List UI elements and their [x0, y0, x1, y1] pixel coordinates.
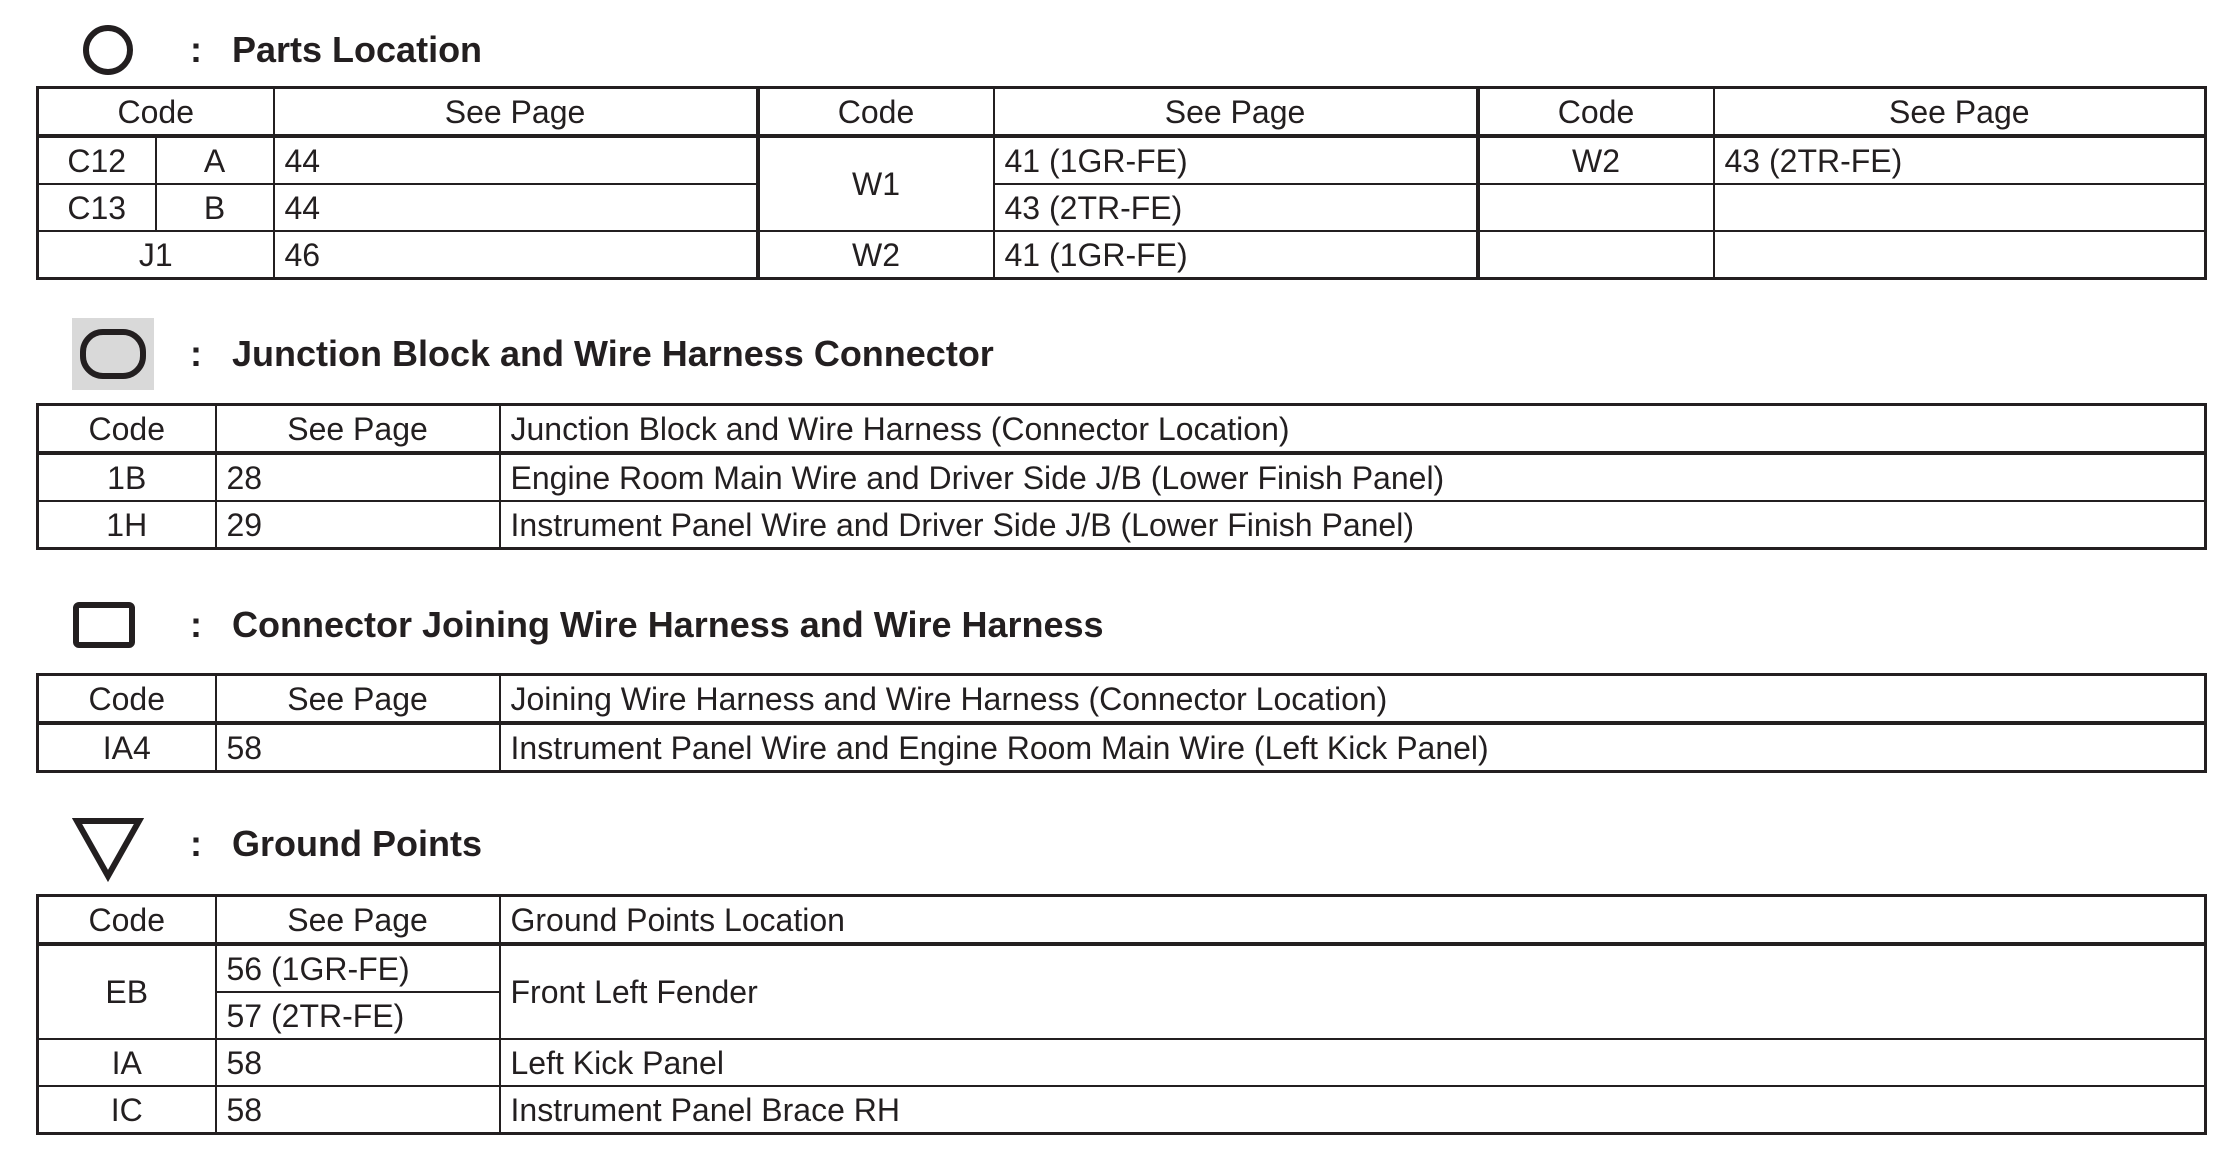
code-cell: 1B	[38, 453, 216, 501]
code-cell: IA	[38, 1039, 216, 1086]
ground-points-header	[0, 810, 2238, 890]
column-header: See Page	[274, 88, 758, 137]
table-row	[38, 1086, 2206, 1134]
page-cell: 41 (1GR-FE)	[994, 136, 1478, 184]
table-row	[38, 184, 2206, 231]
sub-code-cell: B	[156, 184, 274, 231]
connector-joining-header	[0, 595, 2238, 675]
column-header: Code	[38, 896, 216, 945]
section-title: Junction Block and Wire Harness Connector	[232, 333, 994, 374]
table-header-row	[38, 88, 2206, 137]
table-header-row	[38, 896, 2206, 945]
code-cell	[1478, 184, 1714, 231]
code-cell: C12	[38, 136, 156, 184]
description-cell: Left Kick Panel	[500, 1039, 2206, 1086]
page-cell: 56 (1GR-FE)	[216, 944, 500, 992]
column-header: See Page	[216, 405, 500, 454]
page-cell	[1714, 231, 2206, 279]
column-header: Ground Points Location	[500, 896, 2206, 945]
table-header-row	[38, 675, 2206, 724]
column-header: Code	[38, 405, 216, 454]
code-cell: C13	[38, 184, 156, 231]
table-row	[38, 1039, 2206, 1086]
page-cell: 58	[216, 1039, 500, 1086]
table-header-row	[38, 405, 2206, 454]
section-title: Ground Points	[232, 823, 482, 864]
table-row	[38, 723, 2206, 772]
table-row	[38, 453, 2206, 501]
table-row	[38, 944, 2206, 992]
column-header: Junction Block and Wire Harness (Connector Location)	[500, 405, 2206, 454]
code-cell: IA4	[38, 723, 216, 772]
code-cell: W2	[1478, 136, 1714, 184]
table-row	[38, 501, 2206, 549]
rounded-rectangle-icon	[79, 328, 147, 380]
column-header: Code	[38, 675, 216, 724]
code-cell: W1	[758, 136, 994, 231]
page-cell: 57 (2TR-FE)	[216, 992, 500, 1039]
page-cell: 41 (1GR-FE)	[994, 231, 1478, 279]
column-header: See Page	[1714, 88, 2206, 137]
column-header: See Page	[216, 675, 500, 724]
parts-location-table	[36, 86, 2207, 280]
code-cell: 1H	[38, 501, 216, 549]
description-cell: Instrument Panel Wire and Driver Side J/B (Lower Finish Panel)	[500, 501, 2206, 549]
column-header: See Page	[216, 896, 500, 945]
junction-block-table	[36, 403, 2207, 550]
code-cell: J1	[38, 231, 274, 279]
ground-points-table	[36, 894, 2207, 1135]
page-cell: 44	[274, 136, 758, 184]
page-cell: 46	[274, 231, 758, 279]
page-cell: 43 (2TR-FE)	[994, 184, 1478, 231]
section-colon: :	[190, 604, 202, 645]
connector-joining-table	[36, 673, 2207, 773]
parts-location-header	[0, 10, 2238, 90]
column-header: Joining Wire Harness and Wire Harness (Connector Location)	[500, 675, 2206, 724]
junction-block-header	[0, 318, 2238, 398]
code-cell: W2	[758, 231, 994, 279]
column-header: See Page	[994, 88, 1478, 137]
description-cell: Engine Room Main Wire and Driver Side J/B (Lower Finish Panel)	[500, 453, 2206, 501]
page-cell: 29	[216, 501, 500, 549]
code-cell	[1478, 231, 1714, 279]
description-cell: Front Left Fender	[500, 944, 2206, 1039]
page-cell: 58	[216, 723, 500, 772]
rectangle-icon	[72, 601, 136, 649]
column-header: Code	[758, 88, 994, 137]
section-title: Parts Location	[232, 29, 483, 70]
page-cell: 43 (2TR-FE)	[1714, 136, 2206, 184]
code-cell: IC	[38, 1086, 216, 1134]
code-cell: EB	[38, 944, 216, 1039]
page-cell: 28	[216, 453, 500, 501]
section-colon: :	[190, 29, 202, 70]
page-cell	[1714, 184, 2206, 231]
table-row	[38, 136, 2206, 184]
column-header: Code	[1478, 88, 1714, 137]
circle-icon	[80, 22, 136, 78]
sub-code-cell: A	[156, 136, 274, 184]
column-header: Code	[38, 88, 274, 137]
description-cell: Instrument Panel Brace RH	[500, 1086, 2206, 1134]
description-cell: Instrument Panel Wire and Engine Room Main Wire (Left Kick Panel)	[500, 723, 2206, 772]
table-row	[38, 231, 2206, 279]
section-colon: :	[190, 823, 202, 864]
page-cell: 58	[216, 1086, 500, 1134]
section-colon: :	[190, 333, 202, 374]
triangle-icon	[72, 816, 144, 882]
section-title: Connector Joining Wire Harness and Wire Harness	[232, 604, 1104, 645]
page-cell: 44	[274, 184, 758, 231]
